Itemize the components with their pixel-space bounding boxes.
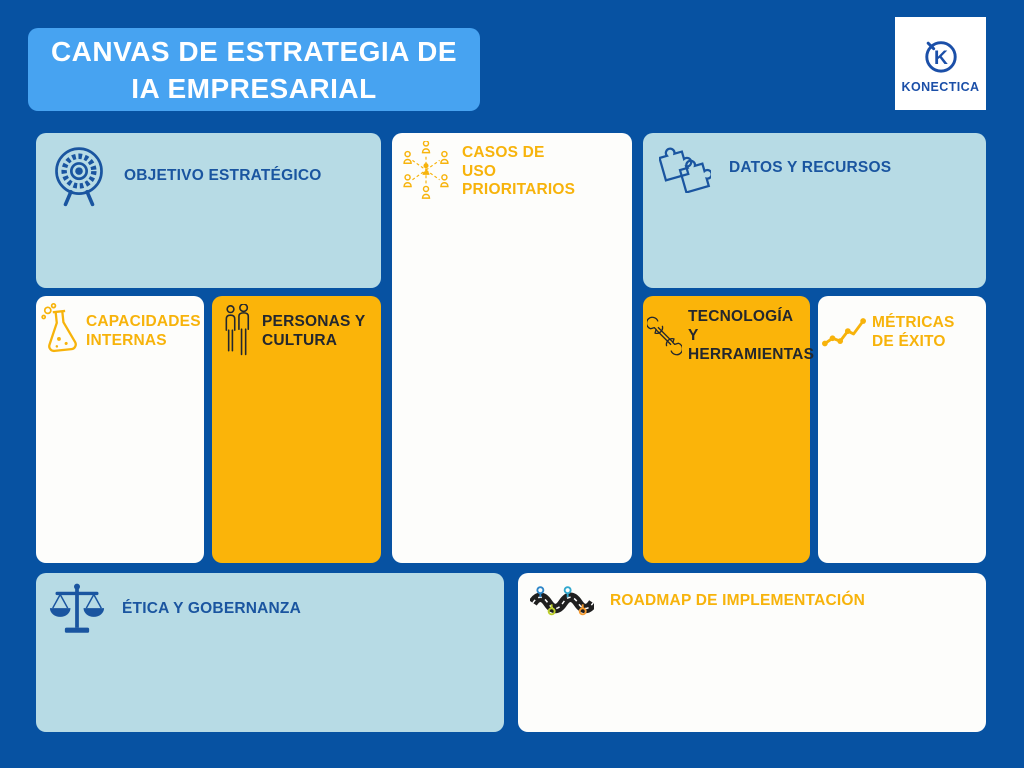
box-tecnologia-y-herramientas: [643, 296, 815, 563]
box-metricas-de-exito: [818, 296, 986, 563]
box-casos-de-uso: [392, 133, 632, 563]
puzzle-icon: [659, 143, 711, 193]
line-chart-icon: [822, 316, 866, 350]
scales-icon: [48, 581, 106, 637]
brand-name: KONECTICA: [901, 80, 980, 94]
box-label-capacidades: CAPACIDADES INTERNAS: [86, 313, 201, 349]
box-label-tecnologia: TECNOLOGÍA Y HERRAMIENTAS: [688, 308, 815, 363]
box-label-personas: PERSONAS Y CULTURA: [262, 313, 366, 349]
box-label-casos: CASOS DE USO PRIORITARIOS: [462, 143, 576, 199]
konectica-logo-icon: [919, 33, 963, 79]
box-label-etica: ÉTICA Y GOBERNANZA: [122, 599, 301, 617]
wrench-icon: [647, 313, 682, 359]
page-title-line1: CANVAS DE ESTRATEGIA DE: [50, 35, 458, 67]
two-people-icon: [222, 304, 254, 360]
box-capacidades-internas: [36, 296, 204, 563]
box-objetivo-estrategico: [36, 133, 381, 288]
box-roadmap-de-implementacion: [518, 573, 986, 732]
page-title-line2: IA EMPRESARIAL: [131, 72, 377, 104]
road-map-icon: [530, 585, 594, 617]
box-personas-y-cultura: [212, 296, 381, 563]
people-network-icon: [398, 141, 454, 203]
box-label-metricas: MÉTRICAS DE ÉXITO: [872, 314, 955, 350]
box-datos-y-recursos: [643, 133, 986, 288]
page-title: [28, 28, 480, 111]
box-label-datos: DATOS Y RECURSOS: [729, 158, 892, 176]
box-etica-y-gobernanza: [36, 573, 504, 732]
box-label-objetivo: OBJETIVO ESTRATÉGICO: [124, 167, 322, 185]
target-icon: [52, 145, 106, 208]
logo-monogram: K: [933, 47, 948, 69]
flask-icon: [40, 302, 82, 362]
box-label-roadmap: ROADMAP DE IMPLEMENTACIÓN: [610, 591, 866, 609]
logo: [895, 17, 986, 110]
